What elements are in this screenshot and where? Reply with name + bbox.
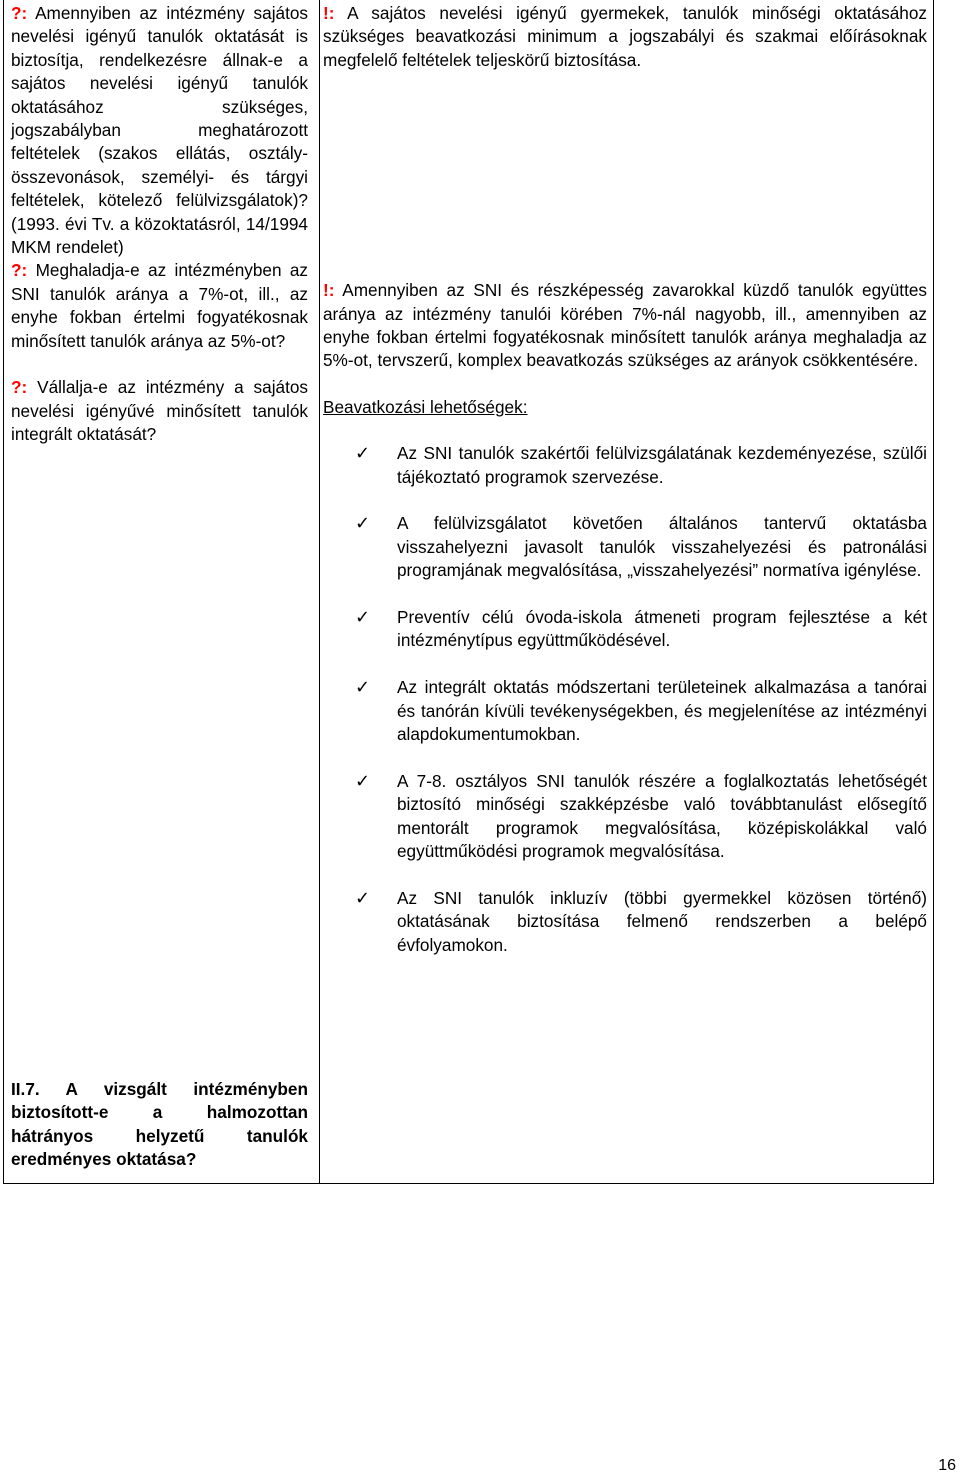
left-column — [11, 2, 308, 446]
list-item — [323, 512, 927, 582]
options-list — [323, 442, 927, 957]
right-column — [323, 2, 927, 981]
list-item — [323, 606, 927, 653]
note-text: Amennyiben az SNI és részképesség zavarokkal küzdő tanulók együttes aránya az intézmény tanulói körében 7%-nál nagyobb, ill., amennyiben az enyhe fokban értelmi fogyatékosnak minősített tanulók aránya meghaladja az 5%-ot, tervszerű, komplex beavatkozás szükséges az arányok csökkentésére. — [323, 280, 927, 371]
note-marker: !: — [323, 280, 335, 301]
checkmark-icon: ✓ — [355, 770, 371, 791]
list-item-text: A felülvizsgálatot követően általános tantervű oktatásba visszahelyezni javasolt tanulók visszahelyezési és patronálási programjának megvalósítása, „visszahelyezési” normatíva igénylése. — [397, 513, 927, 581]
column-divider — [319, 0, 320, 1184]
list-item-text: Az SNI tanulók szakértői felülvizsgálatának kezdeményezése, szülői tájékoztató programok szervezése. — [397, 443, 927, 487]
question-text: Meghaladja-e az intézményben az SNI tanulók aránya a 7%-ot, ill., az enyhe fokban értelmi fogyatékosnak minősített tanulók aránya az 5%-ot? — [11, 260, 308, 351]
page-number: 16 — [938, 1457, 956, 1474]
checkmark-icon: ✓ — [355, 607, 371, 628]
checkmark-icon: ✓ — [355, 887, 371, 908]
list-item — [323, 442, 927, 489]
list-item — [323, 676, 927, 746]
list-item-text: Az SNI tanulók inkluzív (többi gyermekkel közösen történő) oktatásának biztosítása felmenő rendszerben a belépő évfolyamokon. — [397, 887, 927, 955]
note-ratio — [323, 279, 927, 373]
options-heading: Beavatkozási lehetőségek: — [323, 396, 528, 417]
question-text: Amennyiben az intézmény sajátos nevelési igényű tanulók oktatását is biztosítja, rendelkezésre állnak-e a sajátos nevelési igényű tanulók oktatásához szükséges, jogszabályban meghatározott feltételek (szakos ellátás, osztály- összevonások, személyi- és tárgyi feltételek, kötelező felülvizsgálatok)? (1993. évi Tv. a közoktatásról, 14/1994 MKM rendelet) — [11, 3, 308, 258]
checkmark-icon: ✓ — [355, 513, 371, 534]
question-text: Vállalja-e az intézmény a sajátos nevelési igényűvé minősített tanulók integrált oktatását? — [11, 377, 308, 444]
list-item-text: Az integrált oktatás módszertani területeinek alkalmazása a tanórai és tanórán kívüli tevékenységekben, és megjelenítése az intézményi alapdokumentumokban. — [397, 677, 927, 745]
note-text: A sajátos nevelési igényű gyermekek, tanulók minőségi oktatásához szükséges beavatkozási minimum a jogszabályi és szakmai előírásoknak megfelelő feltételek teljeskörű biztosítása. — [323, 3, 927, 70]
list-item — [323, 770, 927, 864]
spacer — [323, 373, 927, 396]
question-marker: ?: — [11, 377, 28, 398]
checkmark-icon: ✓ — [355, 677, 371, 698]
section-heading-ii7: II.7. A vizsgált intézményben biztosított-e a halmozottan hátrányos helyzetű tanulók eredményes oktatása? — [11, 1079, 308, 1170]
spacer — [11, 353, 308, 376]
spacer — [323, 419, 927, 442]
note-marker: !: — [323, 3, 335, 23]
list-item — [323, 887, 927, 957]
checkmark-icon: ✓ — [355, 443, 371, 464]
list-item-text: Preventív célú óvoda-iskola átmeneti program fejlesztése a két intézménytípus együttműködésével. — [397, 607, 927, 651]
question-sni-ratio — [11, 259, 308, 353]
list-item-text: A 7-8. osztályos SNI tanulók részére a foglalkoztatás lehetőségét biztosító minőségi szakképzésbe való továbbtanulást elősegítő mentorált programok megvalósítása, középiskolákkal való együttműködési programok megvalósítása. — [397, 770, 927, 862]
question-marker: ?: — [11, 3, 28, 23]
question-marker: ?: — [11, 260, 28, 281]
question-meets-requirements — [11, 2, 308, 259]
spacer — [323, 72, 927, 279]
question-integration — [11, 376, 308, 446]
note-minimum — [323, 2, 927, 72]
